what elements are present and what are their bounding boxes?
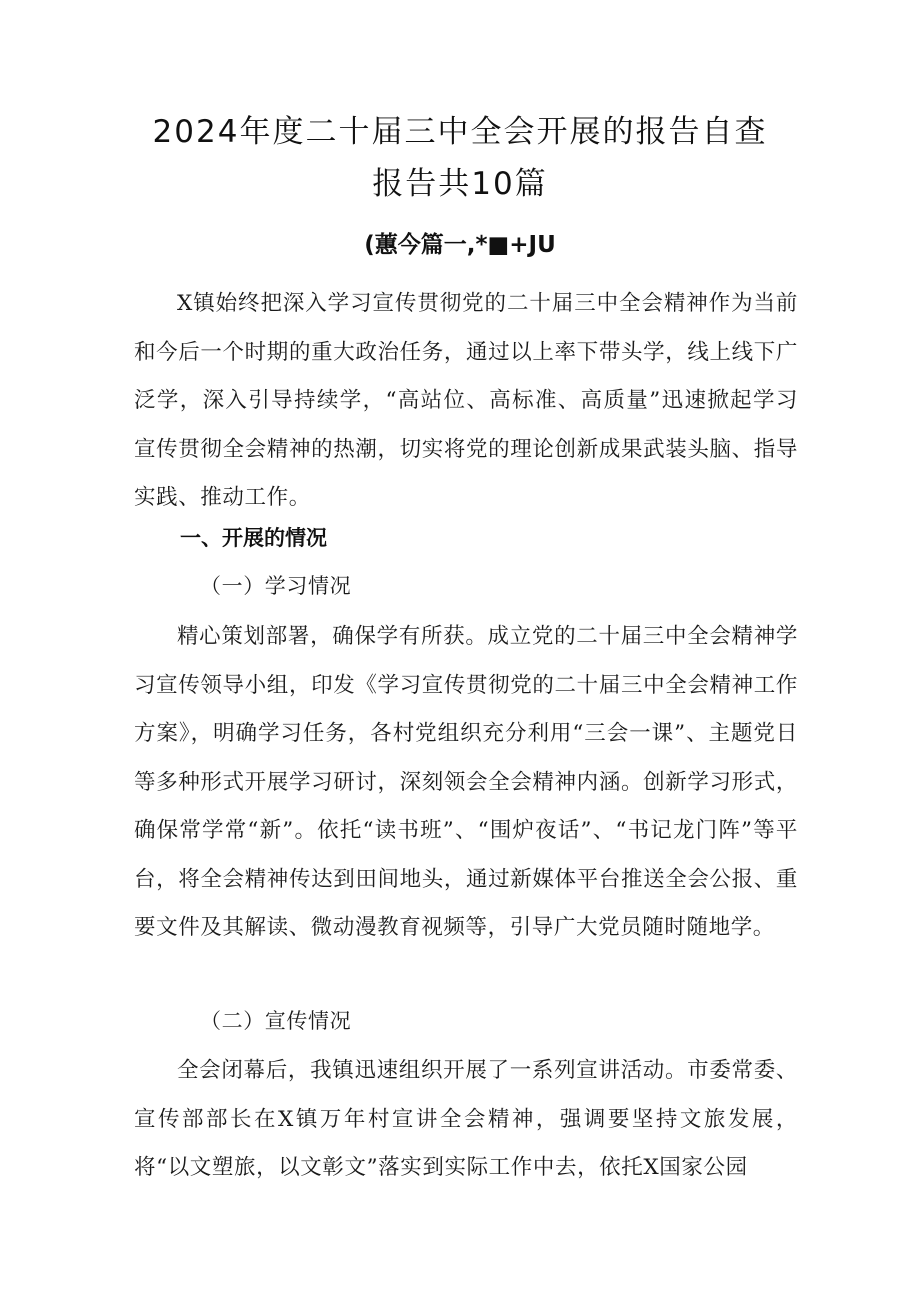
document-title-line2: 报告共10篇 (372, 166, 548, 202)
section-heading: 一、开展的情况 (180, 526, 327, 550)
document-title-line1: 2024年度二十届三中全会开展的报告自查 (152, 114, 768, 150)
study-paragraph: 精心策划部署，确保学有所获。成立党的二十届三中全会精神学习宣传领导小组，印发《学习宣传贯彻党的二十届三中全会精神工作方案》，明确学习任务，各村党组织充分利用“三会一课”、主题党日等多种形式开展学习研讨，深刻领会全会精神内涵。创新学习形式，确保常学常“新”。依托“读书班”、“围炉夜话”、“书记龙门阵”等平台，将全会精神传达到田间地头，通过新媒体平台推送全会公报、重要文件及其解读、微动漫教育视频等，引导广大党员随时随地学。 (134, 624, 798, 940)
publicity-paragraph: 全会闭幕后，我镇迅速组织开展了一系列宣讲活动。市委常委、宣传部部长在X镇万年村宣讲全会精神，强调要坚持文旅发展，将“以文塑旅，以文彰文”落实到实际工作中去，依托X国家公园 (134, 1058, 798, 1180)
intro-paragraph: X镇始终把深入学习宣传贯彻党的二十届三中全会精神作为当前和今后一个时期的重大政治任务，通过以上率下带头学，线上线下广泛学，深入引导持续学，“高站位、高标准、高质量”迅速掀起学习宣传贯彻全会精神的热潮，切实将党的理论创新成果武装头脑、指导实践、推动工作。 (134, 291, 798, 510)
document-subtitle: (蕙今篇一,*■+JU (364, 232, 556, 258)
subsection-heading-study: （一）学习情况 (200, 574, 352, 598)
subsection-heading-publicity: （二）宣传情况 (200, 1009, 352, 1033)
